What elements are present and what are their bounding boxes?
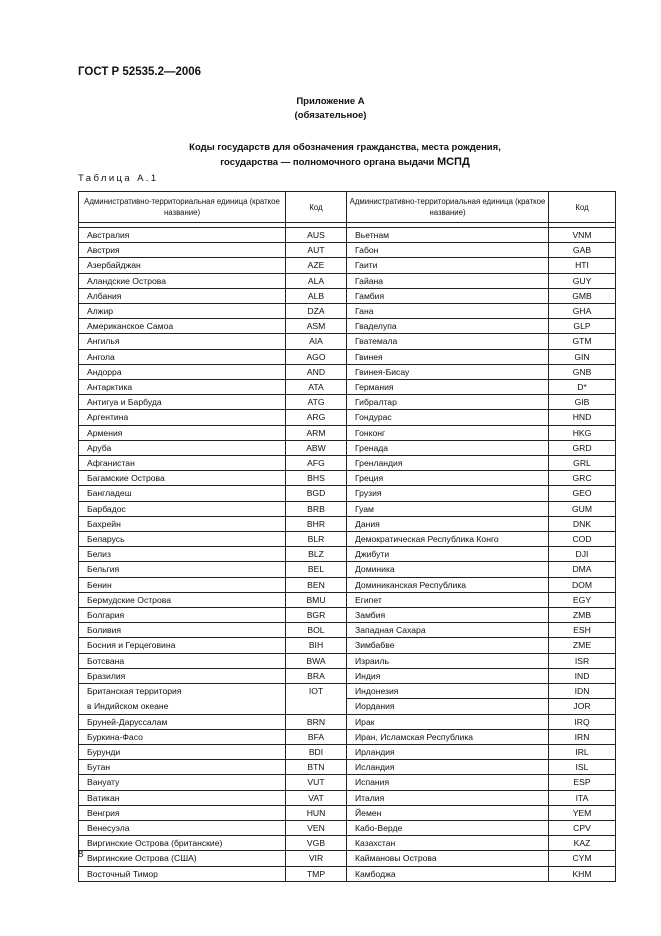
- country-code-cell: AGO: [286, 349, 347, 364]
- country-name-cell: Восточный Тимор: [79, 866, 286, 881]
- country-code-cell: BIH: [286, 638, 347, 653]
- country-code-cell: VUT: [286, 775, 347, 790]
- country-code-cell: GRC: [549, 471, 616, 486]
- country-name-cell: Буркина-Фасо: [79, 729, 286, 744]
- country-code-cell: AUS: [286, 228, 347, 243]
- country-code-cell: VGB: [286, 836, 347, 851]
- country-name-cell: Беларусь: [79, 532, 286, 547]
- country-name-cell: Гана: [347, 304, 549, 319]
- country-code-cell: ABW: [286, 440, 347, 455]
- country-name-cell: Западная Сахара: [347, 623, 549, 638]
- table-row: [79, 425, 616, 440]
- country-name-cell: Камбоджа: [347, 866, 549, 881]
- country-name-cell: Бахрейн: [79, 516, 286, 531]
- country-name-cell: Греция: [347, 471, 549, 486]
- country-name-cell: Кабо-Верде: [347, 820, 549, 835]
- country-code-cell: COD: [549, 532, 616, 547]
- country-code-cell: BRB: [286, 501, 347, 516]
- country-name-cell: Албания: [79, 288, 286, 303]
- country-name-cell: Бенин: [79, 577, 286, 592]
- country-code-cell: GUM: [549, 501, 616, 516]
- country-name-cell: Замбия: [347, 608, 549, 623]
- table-row: [79, 364, 616, 379]
- country-name-cell: Болгария: [79, 608, 286, 623]
- country-code-cell: D*: [549, 380, 616, 395]
- table-row: [79, 456, 616, 471]
- table-label: Таблица А.1: [78, 173, 159, 184]
- table-row: [79, 486, 616, 501]
- country-code-cell: BWA: [286, 653, 347, 668]
- table-header-row: [79, 192, 616, 223]
- country-name-cell: Австралия: [79, 228, 286, 243]
- country-code-cell: ARG: [286, 410, 347, 425]
- country-name-cell: Бермудские Острова: [79, 592, 286, 607]
- country-name-cell: Андорра: [79, 364, 286, 379]
- country-name-cell: Габон: [347, 243, 549, 258]
- header-name-left: Административно-территориальная единица (краткое название): [79, 192, 286, 223]
- country-name-cell: Венесуэла: [79, 820, 286, 835]
- country-name-cell: Американское Самоа: [79, 319, 286, 334]
- table-row: [79, 760, 616, 775]
- table-row: [79, 258, 616, 273]
- country-name-cell: Исландия: [347, 760, 549, 775]
- table-row: [79, 304, 616, 319]
- country-name-cell: Ботсвана: [79, 653, 286, 668]
- table-row: [79, 851, 616, 866]
- country-name-cell: Египет: [347, 592, 549, 607]
- table-row: [79, 790, 616, 805]
- country-code-cell: IRN: [549, 729, 616, 744]
- country-code-cell: HUN: [286, 805, 347, 820]
- country-code-cell: HKG: [549, 425, 616, 440]
- country-code-cell: KHM: [549, 866, 616, 881]
- country-name-cell: Гуам: [347, 501, 549, 516]
- country-code-cell: ATA: [286, 380, 347, 395]
- country-name-cell: Ватикан: [79, 790, 286, 805]
- country-name-cell: Гренландия: [347, 456, 549, 471]
- country-code-cell: GNB: [549, 364, 616, 379]
- header-code-left: Код: [286, 192, 347, 223]
- page-number: 8: [78, 849, 84, 860]
- country-name-cell: Йемен: [347, 805, 549, 820]
- country-name-cell: Доминика: [347, 562, 549, 577]
- country-name-cell: Гвинея-Бисау: [347, 364, 549, 379]
- table-row: [79, 516, 616, 531]
- table-row: [79, 577, 616, 592]
- country-name-cell: Аландские Острова: [79, 273, 286, 288]
- country-name-cell: Бутан: [79, 760, 286, 775]
- country-code-cell: GIN: [549, 349, 616, 364]
- table-row: [79, 592, 616, 607]
- table-row: [79, 532, 616, 547]
- table-row: [79, 471, 616, 486]
- country-name-cell: Доминиканская Республика: [347, 577, 549, 592]
- country-code-cell: GAB: [549, 243, 616, 258]
- table-caption-text: государства — полномочного органа выдачи: [220, 157, 435, 168]
- country-code-cell: ESP: [549, 775, 616, 790]
- country-name-cell: Иордания: [347, 699, 549, 714]
- country-name-cell: Гваделупа: [347, 319, 549, 334]
- country-code-cell: GEO: [549, 486, 616, 501]
- country-code-cell: DNK: [549, 516, 616, 531]
- table-row: [79, 653, 616, 668]
- country-name-cell: Вануату: [79, 775, 286, 790]
- country-name-cell: Бангладеш: [79, 486, 286, 501]
- country-name-cell: Гайана: [347, 273, 549, 288]
- country-name-cell: Казахстан: [347, 836, 549, 851]
- table-row: [79, 349, 616, 364]
- table-row: [79, 714, 616, 729]
- country-name-cell: Демократическая Республика Конго: [347, 532, 549, 547]
- country-name-cell: Аргентина: [79, 410, 286, 425]
- country-name-cell: Армения: [79, 425, 286, 440]
- table-caption-line-2: [0, 155, 661, 170]
- country-code-cell: ISR: [549, 653, 616, 668]
- country-name-cell: Бельгия: [79, 562, 286, 577]
- country-code-cell: IRQ: [549, 714, 616, 729]
- country-name-cell: Каймановы Острова: [347, 851, 549, 866]
- country-name-cell: Джибути: [347, 547, 549, 562]
- country-name-cell: Багамские Острова: [79, 471, 286, 486]
- country-name-cell: Барбадос: [79, 501, 286, 516]
- country-code-cell: GRL: [549, 456, 616, 471]
- country-name-cell: Венгрия: [79, 805, 286, 820]
- country-name-cell: Ангола: [79, 349, 286, 364]
- country-name-cell: Босния и Герцеговина: [79, 638, 286, 653]
- country-code-cell: ZMB: [549, 608, 616, 623]
- country-code-cell: BDI: [286, 744, 347, 759]
- table-row: [79, 729, 616, 744]
- country-name-cell: Бурунди: [79, 744, 286, 759]
- table-row: [79, 684, 616, 699]
- table-row: [79, 638, 616, 653]
- annex-status: (обязательное): [294, 110, 367, 121]
- country-code-cell: YEM: [549, 805, 616, 820]
- country-code-cell: DOM: [549, 577, 616, 592]
- country-code-cell: KAZ: [549, 836, 616, 851]
- country-code-cell: BMU: [286, 592, 347, 607]
- table-row: [79, 547, 616, 562]
- country-code-cell: BGR: [286, 608, 347, 623]
- country-name-cell: Грузия: [347, 486, 549, 501]
- header-code-right: Код: [549, 192, 616, 223]
- country-name-cell: Британская территория: [79, 684, 286, 699]
- country-name-cell: Иран, Исламская Республика: [347, 729, 549, 744]
- country-code-cell: ZME: [549, 638, 616, 653]
- country-name-cell: Виргинские Острова (британские): [79, 836, 286, 851]
- country-name-cell: Ангилья: [79, 334, 286, 349]
- country-name-cell: Гибралтар: [347, 395, 549, 410]
- country-name-cell: Гонконг: [347, 425, 549, 440]
- table-row: [79, 744, 616, 759]
- table-row: [79, 380, 616, 395]
- country-name-cell: Германия: [347, 380, 549, 395]
- country-code-cell: IND: [549, 668, 616, 683]
- country-name-cell: Гаити: [347, 258, 549, 273]
- table-row: [79, 440, 616, 455]
- country-code-cell: VEN: [286, 820, 347, 835]
- country-name-cell: Ирак: [347, 714, 549, 729]
- country-code-cell: GLP: [549, 319, 616, 334]
- table-row: [79, 623, 616, 638]
- country-code-cell: GRD: [549, 440, 616, 455]
- country-name-cell: Виргинские Острова (США): [79, 851, 286, 866]
- country-name-cell: Антарктика: [79, 380, 286, 395]
- country-code-cell: BFA: [286, 729, 347, 744]
- country-code-cell: GHA: [549, 304, 616, 319]
- country-name-cell: Дания: [347, 516, 549, 531]
- country-code-cell: ALB: [286, 288, 347, 303]
- country-code-cell: CPV: [549, 820, 616, 835]
- table-row: [79, 395, 616, 410]
- country-name-cell: Аруба: [79, 440, 286, 455]
- table-row: [79, 805, 616, 820]
- table-body: [79, 223, 616, 882]
- country-code-cell: BTN: [286, 760, 347, 775]
- country-code-cell: HTI: [549, 258, 616, 273]
- annex-title: Приложение А: [296, 96, 365, 107]
- country-code-cell: BGD: [286, 486, 347, 501]
- country-name-cell: Белиз: [79, 547, 286, 562]
- country-name-cell: Гвинея: [347, 349, 549, 364]
- country-code-cell: ITA: [549, 790, 616, 805]
- country-code-cell: VNM: [549, 228, 616, 243]
- table-row: [79, 228, 616, 243]
- country-code-cell: IRL: [549, 744, 616, 759]
- country-code-cell: AFG: [286, 456, 347, 471]
- table-row: [79, 334, 616, 349]
- country-code-cell: VAT: [286, 790, 347, 805]
- country-codes-table: [78, 191, 616, 882]
- country-name-cell: Испания: [347, 775, 549, 790]
- header-name-right: Административно-территориальная единица (краткое название): [347, 192, 549, 223]
- table-row: [79, 288, 616, 303]
- country-code-cell: VIR: [286, 851, 347, 866]
- table-caption-abbr: МСПД: [436, 156, 470, 168]
- country-code-cell: EGY: [549, 592, 616, 607]
- country-name-cell: в Индийском океане: [79, 699, 286, 714]
- country-code-cell: DMA: [549, 562, 616, 577]
- country-name-cell: Вьетнам: [347, 228, 549, 243]
- country-code-cell: HND: [549, 410, 616, 425]
- country-name-cell: Индия: [347, 668, 549, 683]
- table-row: [79, 319, 616, 334]
- country-code-cell: IOT: [286, 684, 347, 699]
- table-row: [79, 836, 616, 851]
- country-name-cell: Израиль: [347, 653, 549, 668]
- country-code-cell: DJI: [549, 547, 616, 562]
- country-code-cell: JOR: [549, 699, 616, 714]
- country-code-cell: BLZ: [286, 547, 347, 562]
- table-row: [79, 562, 616, 577]
- country-code-cell: BLR: [286, 532, 347, 547]
- country-code-cell: AUT: [286, 243, 347, 258]
- table-row: [79, 243, 616, 258]
- country-code-cell: AND: [286, 364, 347, 379]
- country-name-cell: Гондурас: [347, 410, 549, 425]
- table-row: [79, 699, 616, 714]
- country-name-cell: Гамбия: [347, 288, 549, 303]
- country-name-cell: Индонезия: [347, 684, 549, 699]
- table-row: [79, 775, 616, 790]
- country-code-cell: ESH: [549, 623, 616, 638]
- standard-number: ГОСТ Р 52535.2—2006: [78, 66, 202, 78]
- country-name-cell: Азербайджан: [79, 258, 286, 273]
- country-code-cell: AIA: [286, 334, 347, 349]
- country-name-cell: Алжир: [79, 304, 286, 319]
- country-code-cell: CYM: [549, 851, 616, 866]
- country-name-cell: Зимбабве: [347, 638, 549, 653]
- country-code-cell: ARM: [286, 425, 347, 440]
- country-code-cell: BEL: [286, 562, 347, 577]
- country-name-cell: Гватемала: [347, 334, 549, 349]
- country-name-cell: Италия: [347, 790, 549, 805]
- country-name-cell: Боливия: [79, 623, 286, 638]
- country-code-cell: BHR: [286, 516, 347, 531]
- table-row: [79, 820, 616, 835]
- table-row: [79, 501, 616, 516]
- table-row: [79, 273, 616, 288]
- country-code-cell: GMB: [549, 288, 616, 303]
- country-code-cell: ALA: [286, 273, 347, 288]
- country-name-cell: Ирландия: [347, 744, 549, 759]
- country-code-cell: [286, 699, 347, 714]
- country-code-cell: GIB: [549, 395, 616, 410]
- country-code-cell: IDN: [549, 684, 616, 699]
- country-code-cell: BOL: [286, 623, 347, 638]
- country-code-cell: AZE: [286, 258, 347, 273]
- country-code-cell: TMP: [286, 866, 347, 881]
- country-name-cell: Гренада: [347, 440, 549, 455]
- country-code-cell: ISL: [549, 760, 616, 775]
- country-name-cell: Бразилия: [79, 668, 286, 683]
- country-name-cell: Антигуа и Барбуда: [79, 395, 286, 410]
- country-name-cell: Австрия: [79, 243, 286, 258]
- country-code-cell: DZA: [286, 304, 347, 319]
- country-name-cell: Афганистан: [79, 456, 286, 471]
- table-row: [79, 410, 616, 425]
- country-code-cell: BRN: [286, 714, 347, 729]
- table-row: [79, 608, 616, 623]
- country-code-cell: GTM: [549, 334, 616, 349]
- country-code-cell: BHS: [286, 471, 347, 486]
- table-caption-line-1: Коды государств для обозначения гражданства, места рождения,: [189, 142, 501, 153]
- country-name-cell: Бруней-Даруссалам: [79, 714, 286, 729]
- country-code-cell: BEN: [286, 577, 347, 592]
- country-code-cell: ATG: [286, 395, 347, 410]
- table-row: [79, 668, 616, 683]
- country-code-cell: GUY: [549, 273, 616, 288]
- country-code-cell: BRA: [286, 668, 347, 683]
- table-row: [79, 866, 616, 881]
- country-code-cell: ASM: [286, 319, 347, 334]
